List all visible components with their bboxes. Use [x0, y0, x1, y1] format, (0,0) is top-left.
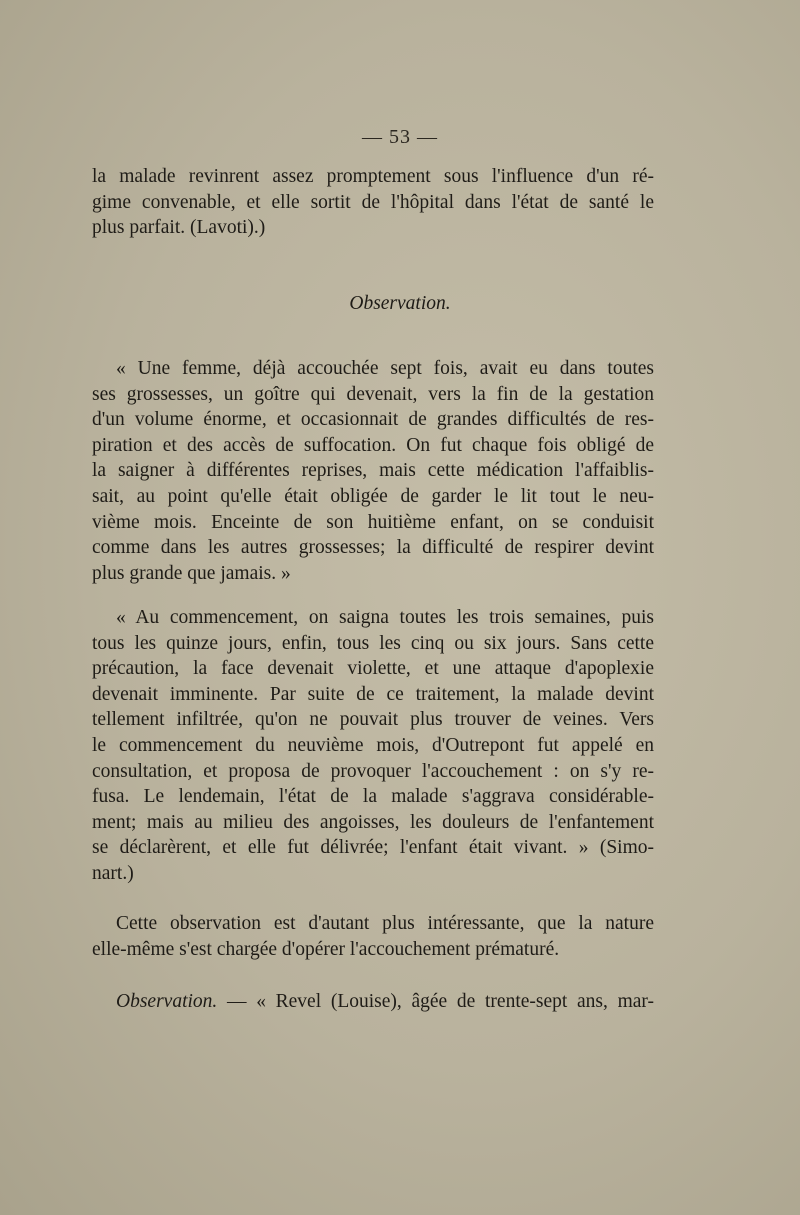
text-line: fusa. Le lendemain, l'état de la malade s'aggrava considérable-	[92, 786, 654, 808]
paragraph-new-observation	[92, 989, 654, 1015]
text-line: gime convenable, et elle sortit de l'hôpital dans l'état de santé le	[92, 191, 654, 213]
text-line: plus grande que jamais. »	[92, 562, 291, 584]
text-line: se déclarèrent, et elle fut délivrée; l'enfant était vivant. » (Simo-	[92, 837, 654, 859]
text-line: consultation, et proposa de provoquer l'accouchement : on s'y re-	[92, 760, 654, 782]
text-line: comme dans les autres grossesses; la difficulté de respirer devint	[92, 537, 654, 559]
text-line: vième mois. Enceinte de son huitième enfant, on se conduisit	[92, 511, 654, 533]
page-number: — 53 —	[362, 126, 438, 148]
paragraph-commentary	[92, 911, 654, 962]
text-line: le commencement du neuvième mois, d'Outrepont fut appelé en	[92, 734, 654, 756]
observation-lead: Observation.	[116, 991, 218, 1012]
paragraph-observation-1	[92, 356, 654, 586]
text-line: Cette observation est d'autant plus intéressante, que la nature	[116, 913, 654, 934]
text-line: la malade revinrent assez promptement sous l'influence d'un ré-	[92, 166, 654, 187]
text-line: « Au commencement, on saigna toutes les trois semaines, puis	[116, 607, 654, 628]
text-line: la saigner à différentes reprises, mais cette médication l'affaiblis-	[92, 460, 654, 482]
text-line	[92, 989, 654, 1015]
text-line: elle-même s'est chargée d'opérer l'accouchement prématuré.	[92, 938, 560, 960]
section-heading: Observation.	[349, 293, 451, 314]
text-line: piration et des accès de suffocation. On fut chaque fois obligé de	[92, 434, 654, 456]
paragraph-observation-2	[92, 605, 654, 887]
text-line: ment; mais au milieu des angoisses, les douleurs de l'enfantement	[92, 811, 654, 833]
text-line: tous les quinze jours, enfin, tous les cinq ou six jours. Sans cette	[92, 632, 654, 654]
text-line: précaution, la face devenait violette, et une attaque d'apoplexie	[92, 658, 654, 680]
observation-text: — « Revel (Louise), âgée de trente-sept ans, mar-	[217, 991, 654, 1012]
text-line: nart.)	[92, 862, 134, 884]
text-line: d'un volume énorme, et occasionnait de grandes difficultés de res-	[92, 409, 654, 431]
text-line: plus parfait. (Lavoti).)	[92, 217, 266, 239]
text-line: sait, au point qu'elle était obligée de garder le lit tout le neu-	[92, 485, 654, 507]
text-line: tellement infiltrée, qu'on ne pouvait plus trouver de veines. Vers	[92, 709, 654, 731]
text-line: « Une femme, déjà accouchée sept fois, avait eu dans toutes	[116, 358, 654, 379]
paragraph-continuation	[92, 164, 654, 241]
text-line: devenait imminente. Par suite de ce traitement, la malade devint	[92, 683, 654, 705]
text-line: ses grossesses, un goître qui devenait, vers la fin de la gestation	[92, 383, 654, 405]
